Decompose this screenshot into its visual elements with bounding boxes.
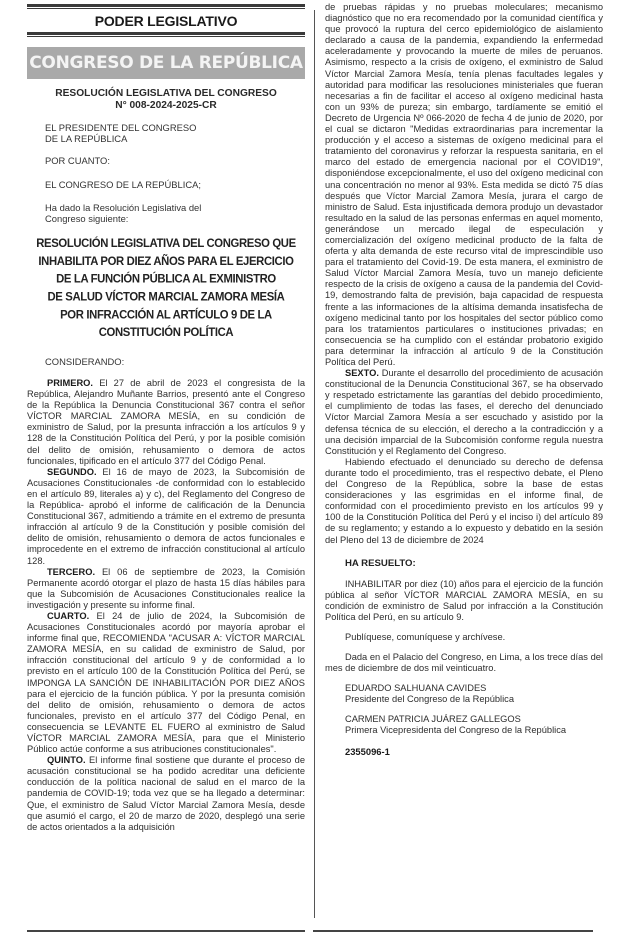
consideration-label: TERCERO. — [47, 566, 96, 577]
ha-dado-line2: Congreso siguiente: — [45, 212, 129, 224]
ha-dado — [45, 203, 201, 224]
consideration-text: El 06 de septiembre de 2023, la Comisión Permanente acordó otorgar el plazo de hasta 15 días hábiles para que la Subcomisión de Acusaciones Constitucionales realice la investigación y presente su informe final. — [27, 566, 305, 610]
consideration-label: SEGUNDO. — [47, 466, 97, 477]
main-title-line: INHABILITA POR DIEZ AÑOS PARA EL EJERCICIO — [38, 255, 294, 268]
habiendo-paragraph: Habiendo efectuado el denunciado su derecho de defensa durante todo el procedimiento, tras el respectivo debate, el Pleno del Congreso de la República, sobre la base de estas consideraciones y las esgrimidas en el informe final, de conformidad con el procedimiento previsto en los artículos 99 y 100 de la Constitución Política del Perú y el inciso i) del artículo 89 de su reglamento; y estando a lo expuesto y debatido en la sesión del Pleno del 13 de diciembre de 2024 — [325, 456, 603, 545]
signatory-title: Primera Vicepresidenta del Congreso de la República — [345, 725, 567, 736]
signatory-name: EDUARDO SALHUANA CAVIDES — [345, 683, 487, 694]
considerando-heading: CONSIDERANDO: — [45, 356, 125, 367]
ha-dado-line1: Ha dado la Resolución Legislativa del — [45, 202, 202, 213]
congreso-line: EL CONGRESO DE LA REPÚBLICA; — [45, 179, 201, 190]
section-heading: PODER LEGISLATIVO — [94, 13, 238, 29]
quinto-continuation: de pruebas rápidas y no pruebas moleculares; mecanismo diagnóstico que no era recomendado por la comunidad científica y que provocó la ruptura del cerco epidemiológico de aislamiento declarado a causa de la pandemia, expandiendo la enfermedad aceleradamente y provocando la muerte de miles de peruanos. Asimismo, respecto a la crisis de oxígeno, el exministro de Salud Víctor Marcial Zamora Mesía, tenía plenas facultades legales y autoridad para modificar las resoluciones ministeriales que fueran necesarias a fin de facilitar el acceso al oxígeno medicinal hasta con un 93% de pureza; sin embargo, tardíamente se emitió el Decreto de Urgencia Nº 066-2020 de fecha 4 de junio de 2020, por el cual se dictaron "Medidas extraordinarias para incrementar la producción y el acceso a sistemas de oxígeno medicinal para el tratamiento del coronavirus y reforzar la respuesta sanitaria, en el marco del estado de emergencia nacional por el COVID19", disponiéndose excepcionalmente, el uso del oxígeno medicinal con una concentración no menor al 93%. Esta medida se dictó 75 días después que Víctor Marcial Zamora Mesía, jurara el cargo de ministro de Salud. Esta injustificada demora produjo un devastador resultado en la salud de las personas enfermas en aquel momento, generándose un mercado ilegal de especulación y comercialización del oxígeno medicinal producto de la falta de oferta y alta demanda de este recurso vital de imprescindible uso para el tratamiento del Covid-19. De esta manera, el exministro de Salud Víctor Marcial Zamora Mesía, tuvo un manejo deficiente respecto de la crisis de oxígeno a causa de la pandemia del Covid-19, demostrando falta de previsión, baja capacidad de respuesta frente a las informaciones de la altísima demanda insatisfecha de oxígeno medicinal tanto por los hospitales del sector público como para los tratamientos particulares o instituciones privadas; en consecuencia se ha cumplido con el estándar probatorio exigido para determinar la infracción al artículo 9 de la Constitución Política del Perú. — [325, 2, 603, 367]
top-rule — [27, 4, 305, 7]
consideration-text: Durante el desarrollo del procedimiento de acusación constitucional de la Denuncia Constitucional 367, se ha observado y respetado estrictamente las garantías del debido procedimiento, el cumplimiento de todas las fases, el derecho del denunciado Víctor Marcial Zamora Mesía a ser escuchado y asistido por la defensa técnica de su elección, el derecho a la contradicción y a una decisión imparcial de la Subcomisión conforme regula nuestra Constitución y el Reglamento del Congreso. — [325, 368, 603, 456]
signatory-title: Presidente del Congreso de la República — [345, 694, 515, 705]
publiquese: Publíquese, comuníquese y archívese. — [345, 632, 506, 643]
considerations-left — [27, 378, 305, 833]
consideration-quinto — [27, 755, 305, 833]
main-title-line: DE SALUD VÍCTOR MARCIAL ZAMORA MESÍA — [47, 291, 285, 304]
signatures — [325, 683, 603, 736]
column-divider — [314, 10, 315, 918]
consideration-segundo — [27, 467, 305, 567]
main-title-line: RESOLUCIÓN LEGISLATIVA DEL CONGRESO QUE — [36, 237, 296, 251]
consideration-label: CUARTO. — [47, 610, 90, 621]
consideration-tercero — [27, 567, 305, 611]
resolution-operative-text: INHABILITAR por diez (10) años para el ejercicio de la función pública al señor VÍCTOR MARCIAL ZAMORA MESÍA, en su condición de exministro de Salud por infracción a la Constitución Política del Perú, en su artículo 9. — [325, 578, 603, 622]
consideration-text: El 24 de julio de 2024, la Subcomisión de Acusaciones Constitucionales acordó por mayoría aprobar el informe final que, RECOMIENDA "ACUSAR A: VÍCTOR MARCIAL ZAMORA MESÍA, en su calidad de exministro de Salud, por infracción constitucional del artículo 9 y de conformidad a lo previsto en el artículo 100 de la Constitución Política del Perú, se IMPONGA LA SANCIÓN DE INHABILITACIÓN POR DIEZ AÑOS para el ejercicio de la función pública. Y por la presunta comisión del delito de omisión, rehusamiento o demora de actos funcionales, previsto en el artículo 377 del Código Penal, en consecuencia se LEVANTE EL FUERO al exministro de Salud VÍCTOR MARCIAL ZAMORA MESÍA, para que el Ministerio Público actúe conforme a sus atribuciones constitucionales". — [27, 610, 305, 755]
por-cuanto: POR CUANTO: — [45, 155, 110, 166]
considerations-right — [325, 2, 603, 757]
signatory-name: CARMEN PATRICIA JUÁREZ GALLEGOS — [345, 714, 521, 725]
consideration-sexto — [325, 368, 603, 457]
consideration-text: El 27 de abril de 2023 el congresista de la República, Alejandro Muñante Barrios, presentó ante el Congreso de la República la Denuncia Constitucional 367 contra el señor VÍCTOR MARCIAL ZAMORA MESÍA, en su condición de exministro de Salud, por la presunta infracción a los artículos 9 y 128 de la Constitución Política del Perú, y por la posible comisión del delito de omisión, rehusamiento o demora de actos funcionales, tipificado en el artículo 377 del Código Penal. — [27, 378, 305, 466]
president-line1: EL PRESIDENTE DEL CONGRESO — [45, 122, 197, 133]
consideration-label: PRIMERO. — [47, 378, 93, 388]
consideration-primero — [27, 378, 305, 467]
main-title-line: CONSTITUCIÓN POLÍTICA — [98, 326, 234, 340]
resolution-number: N° 008-2024-2025-CR — [115, 100, 217, 111]
main-title — [27, 235, 305, 342]
main-title-line: POR INFRACCIÓN AL ARTÍCULO 9 DE LA — [60, 308, 272, 322]
dada-en-lima: Dada en el Palacio del Congreso, en Lima, a los trece días del mes de diciembre de dos mil veinticuatro. — [325, 652, 603, 674]
bottom-rule-left — [27, 930, 305, 932]
consideration-text: El informe final sostiene que durante el proceso de acusación constitucional se ha podido acreditar una deficiente conducción de la política nacional de salud en el marco de la pandemia de COVID-19; toda vez que se ha llegado a determinar: Que, el exministro de Salud Víctor Marcial Zamora Mesía, desde que asumió el cargo, el 20 de marzo de 2020, desplegó una serie de actos orientados a la adquisición — [27, 755, 305, 832]
bottom-rule-right — [313, 930, 593, 932]
consideration-label: QUINTO. — [47, 755, 86, 766]
main-title-line: DE LA FUNCIÓN PÚBLICA AL EXMINISTRO — [56, 273, 276, 286]
resolution-title — [27, 88, 305, 112]
consideration-label: SEXTO. — [345, 368, 379, 379]
ha-resuelto-heading: HA RESUELTO: — [345, 557, 416, 569]
resolution-title-line1: RESOLUCIÓN LEGISLATIVA DEL CONGRESO — [55, 88, 277, 99]
institution-banner: CONGRESO DE LA REPÚBLICA — [27, 47, 305, 79]
section-rule — [27, 32, 305, 35]
consideration-text: El 16 de mayo de 2023, la Subcomisión de Acusaciones Constitucionales -de conformidad con lo establecido en el artículo 89, literales a) y c), del Reglamento del Congreso de la República- aprobó el informe de calificación de la Denuncia Constitucional 367, admitiendo a trámite en el extremo de presunta infracción al artículo 9 de la Constitución y posible comisión del delito de omisión, rehusamiento o demora de actos funcionales e improcedente en el extremo de infracción constitucional al artículo 128. — [27, 466, 305, 566]
president-line2: DE LA REPÚBLICA — [45, 132, 128, 144]
president-heading — [45, 123, 196, 144]
publication-code: 2355096-1 — [345, 746, 390, 758]
consideration-cuarto — [27, 611, 305, 755]
